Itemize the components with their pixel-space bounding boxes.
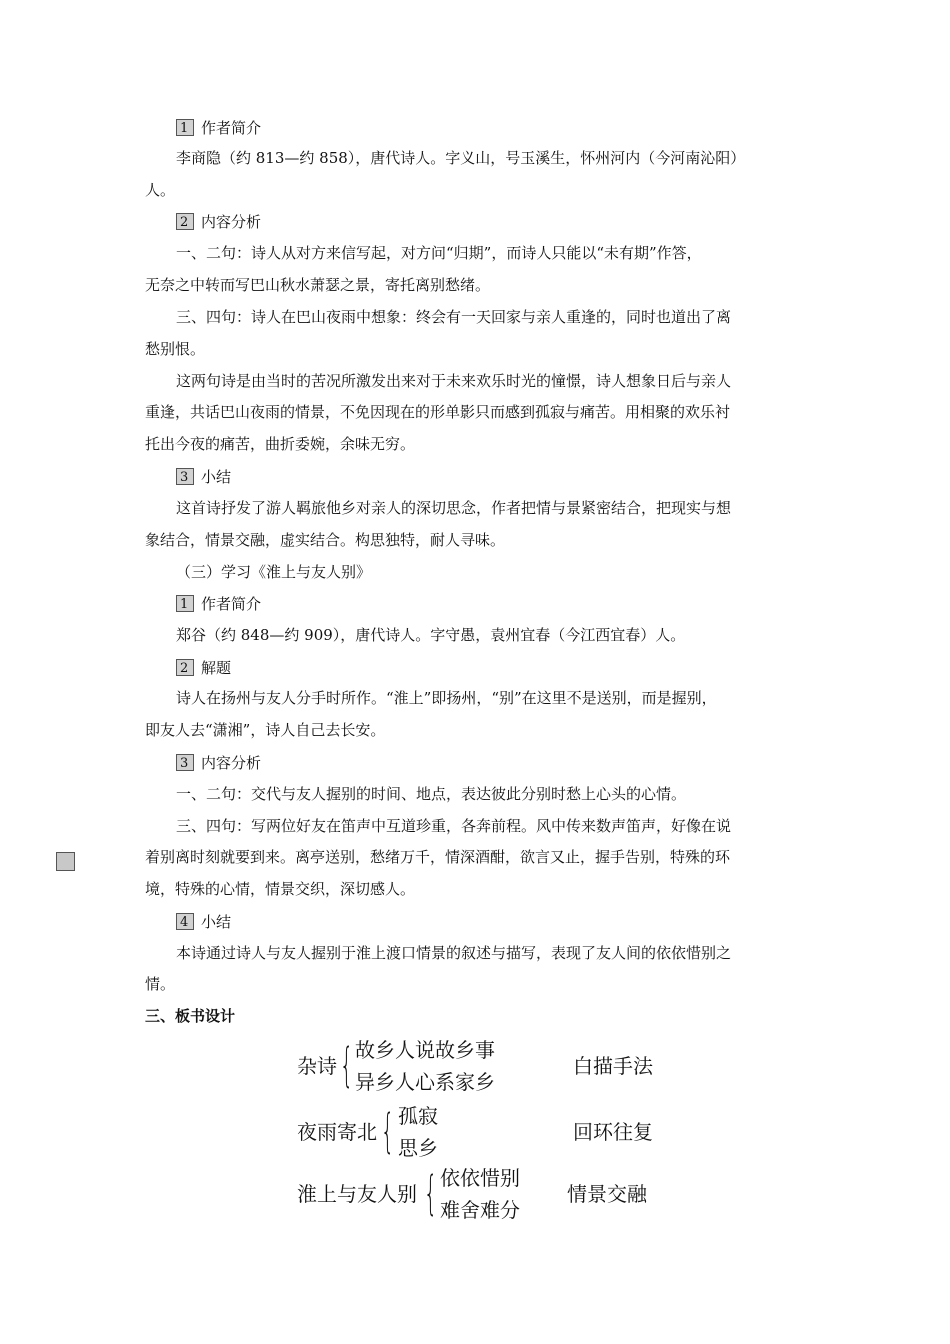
board-title: 夜雨寄北 (297, 1120, 377, 1144)
paragraph-line: 郑谷（约 848—约 909），唐代诗人。字守愚，袁州宜春（今江西宜春）人。 (176, 626, 686, 644)
board-note: 情景交融 (567, 1182, 647, 1206)
section-header (176, 592, 261, 614)
section-header (176, 465, 231, 487)
paragraph-line: 境，特殊的心情，情景交织，深切感人。 (145, 880, 416, 898)
brace-icon: { (424, 1166, 438, 1220)
paragraph-line: 诗人在扬州与友人分手时所作。“淮上”即扬州，“别”在这里不是送别，而是握别， (176, 689, 717, 707)
paragraph-line: 着别离时刻就要到来。离亭送别，愁绪万千，情深酒酣，欲言又止，握手告别，特殊的环 (145, 848, 731, 866)
section-number-badge: 2 (176, 659, 194, 676)
section-header (176, 210, 261, 232)
paragraph-line: 本诗通过诗人与友人握别于淮上渡口情景的叙述与描写，表现了友人间的依依惜别之 (176, 944, 732, 962)
section-header (176, 910, 231, 932)
section-title: 内容分析 (201, 212, 262, 231)
board-note: 回环往复 (573, 1120, 653, 1144)
section-title: 小结 (201, 467, 232, 486)
paragraph-line: 人。 (145, 181, 176, 199)
margin-marker (56, 852, 75, 871)
board-item: 依依惜别 (440, 1166, 520, 1190)
board-title: 杂诗 (297, 1054, 337, 1078)
board-title: 淮上与友人别 (297, 1182, 417, 1206)
board-item: 故乡人说故乡事 (355, 1038, 495, 1062)
board-item: 孤寂 (398, 1104, 438, 1128)
paragraph-line: 三、四句：写两位好友在笛声中互道珍重，各奔前程。风中传来数声笛声，好像在说 (176, 817, 732, 835)
section-title: 内容分析 (201, 753, 262, 772)
board-design-heading: 三、板书设计 (145, 1007, 236, 1025)
section-title: 解题 (201, 658, 232, 677)
paragraph-line: 三、四句：诗人在巴山夜雨中想象：终会有一天回家与亲人重逢的，同时也道出了离 (176, 308, 732, 326)
section-header (176, 116, 261, 138)
section-number-badge: 1 (176, 119, 194, 136)
brace-icon: { (381, 1104, 395, 1158)
section-number-badge: 1 (176, 595, 194, 612)
paragraph-line: 无奈之中转而写巴山秋水萧瑟之景，寄托离别愁绪。 (145, 276, 491, 294)
board-item: 异乡人心系家乡 (355, 1070, 495, 1094)
board-note: 白描手法 (573, 1054, 653, 1078)
board-item: 难舍难分 (440, 1198, 520, 1222)
paragraph-line: 重逢，共话巴山夜雨的情景，不免因现在的形单影只而感到孤寂与痛苦。用相聚的欢乐衬 (145, 403, 731, 421)
section-title: 小结 (201, 912, 232, 931)
paragraph-line: 这首诗抒发了游人羁旅他乡对亲人的深切思念，作者把情与景紧密结合，把现实与想 (176, 499, 732, 517)
paragraph-line: 托出今夜的痛苦，曲折委婉，余味无穷。 (145, 435, 416, 453)
section-number-badge: 4 (176, 913, 194, 930)
section-title: 作者简介 (201, 118, 262, 137)
paragraph-line: 这两句诗是由当时的苦况所激发出来对于未来欢乐时光的憧憬，诗人想象日后与亲人 (176, 372, 732, 390)
paragraph-line: 一、二句：诗人从对方来信写起，对方问“归期”，而诗人只能以“未有期”作答， (176, 244, 702, 262)
section-number-badge: 3 (176, 468, 194, 485)
section-header (176, 656, 231, 678)
paragraph-line: 象结合，情景交融，虚实结合。构思独特，耐人寻味。 (145, 531, 506, 549)
board-item: 思乡 (398, 1136, 438, 1160)
paragraph-line: 一、二句：交代与友人握别的时间、地点，表达彼此分别时愁上心头的心情。 (176, 785, 687, 803)
section-number-badge: 3 (176, 754, 194, 771)
section-title: 作者简介 (201, 594, 262, 613)
paragraph-line: 情。 (145, 975, 176, 993)
brace-icon: { (340, 1038, 354, 1092)
paragraph-line: 李商隐（约 813—约 858），唐代诗人。字义山，号玉溪生，怀州河内（今河南沁阳） (176, 149, 746, 167)
section-number-badge: 2 (176, 213, 194, 230)
paragraph-line: 即友人去“潇湘”，诗人自己去长安。 (145, 721, 386, 739)
subsection-title: （三）学习《淮上与友人别》 (176, 563, 372, 581)
section-header (176, 751, 261, 773)
paragraph-line: 愁别恨。 (145, 340, 206, 358)
